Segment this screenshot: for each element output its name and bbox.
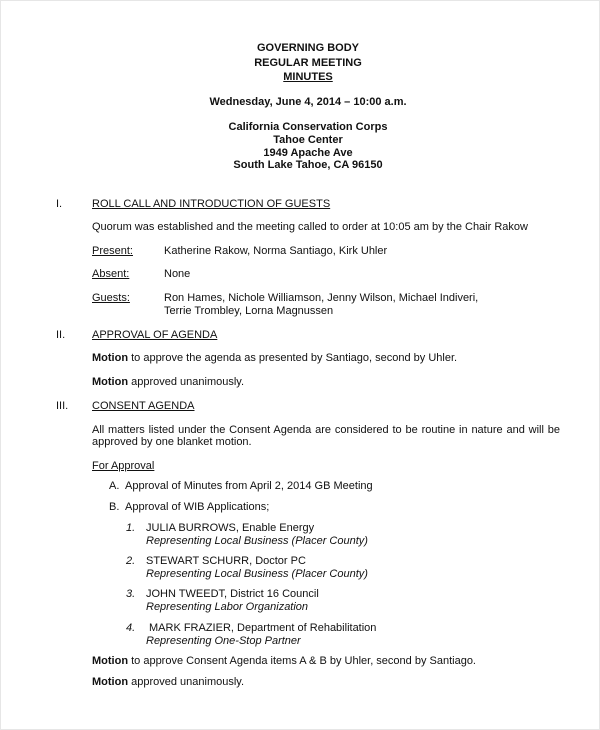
section-numeral: I.: [56, 198, 63, 210]
title-regular-meeting: REGULAR MEETING: [254, 57, 362, 69]
applicant-number: 1.: [126, 522, 136, 534]
motion-body: to approve the agenda as presented by Santiago, second by Uhler.: [128, 352, 458, 364]
section-heading: CONSENT AGENDA: [92, 400, 195, 412]
section-numeral: III.: [56, 400, 69, 412]
motion-body: approved unanimously.: [128, 676, 245, 688]
section-numeral: II.: [56, 329, 66, 341]
applicant-name: JULIA BURROWS, Enable Energy: [146, 522, 315, 534]
for-approval-label: For Approval: [92, 460, 155, 472]
intro-text: All matters listed under the Consent Agenda are considered to be routine in nature and will be: [92, 424, 560, 436]
motion-text: [92, 654, 476, 668]
address-line: Tahoe Center: [273, 134, 343, 146]
applicant-representation: Representing Local Business (Placer County): [146, 568, 368, 580]
address-line: South Lake Tahoe, CA 96150: [233, 159, 383, 171]
applicant-representation: Representing Labor Organization: [146, 601, 309, 613]
motion-word: Motion: [92, 376, 129, 388]
title-governing-body: GOVERNING BODY: [256, 42, 360, 54]
motion-word: Motion: [92, 352, 129, 364]
applicant-number: 2.: [126, 555, 136, 567]
motion-text: [92, 375, 244, 389]
applicant-representation: Representing Local Business (Placer County): [146, 535, 368, 547]
motion-text: [92, 675, 244, 689]
absent-value: None: [164, 268, 191, 280]
motion-text: [92, 351, 457, 365]
applicant-name: JOHN TWEEDT, District 16 Council: [146, 588, 319, 600]
applicant-number: 3.: [126, 588, 136, 600]
applicant-name: STEWART SCHURR, Doctor PC: [146, 555, 306, 567]
meeting-date: Wednesday, June 4, 2014 – 10:00 a.m.: [209, 96, 407, 108]
item-letter: B.: [109, 501, 120, 513]
section-heading: APPROVAL OF AGENDA: [92, 329, 218, 341]
motion-word: Motion: [92, 676, 129, 688]
motion-body: approved unanimously.: [128, 376, 245, 388]
item-text: Approval of WIB Applications;: [125, 501, 270, 513]
section-heading: ROLL CALL AND INTRODUCTION OF GUESTS: [92, 198, 331, 210]
address-line: 1949 Apache Ave: [263, 147, 353, 159]
absent-label: Absent:: [92, 268, 130, 280]
present-label: Present:: [92, 245, 133, 257]
motion-body: to approve Consent Agenda items A & B by Uhler, second by Santiago.: [128, 655, 476, 667]
item-letter: A.: [109, 480, 120, 492]
item-text: Approval of Minutes from April 2, 2014 GB Meeting: [125, 480, 373, 492]
intro-text: approved by one blanket motion.: [92, 436, 252, 448]
applicant-number: 4.: [126, 622, 136, 634]
address-line: California Conservation Corps: [228, 121, 388, 133]
present-value: Katherine Rakow, Norma Santiago, Kirk Uhler: [164, 245, 388, 257]
applicant-name: MARK FRAZIER, Department of Rehabilitation: [149, 622, 377, 634]
guests-value: Ron Hames, Nichole Williamson, Jenny Wilson, Michael Indiveri,: [164, 292, 479, 304]
title-minutes: [1, 70, 600, 84]
motion-word: Motion: [92, 655, 129, 667]
quorum-text: Quorum was established and the meeting called to order at 10:05 am by the Chair Rakow: [92, 221, 528, 233]
guests-value: Terrie Trombley, Lorna Magnussen: [164, 305, 334, 317]
minutes-label: MINUTES: [283, 71, 333, 83]
applicant-representation: Representing One-Stop Partner: [146, 635, 301, 647]
guests-label: Guests:: [92, 292, 130, 304]
